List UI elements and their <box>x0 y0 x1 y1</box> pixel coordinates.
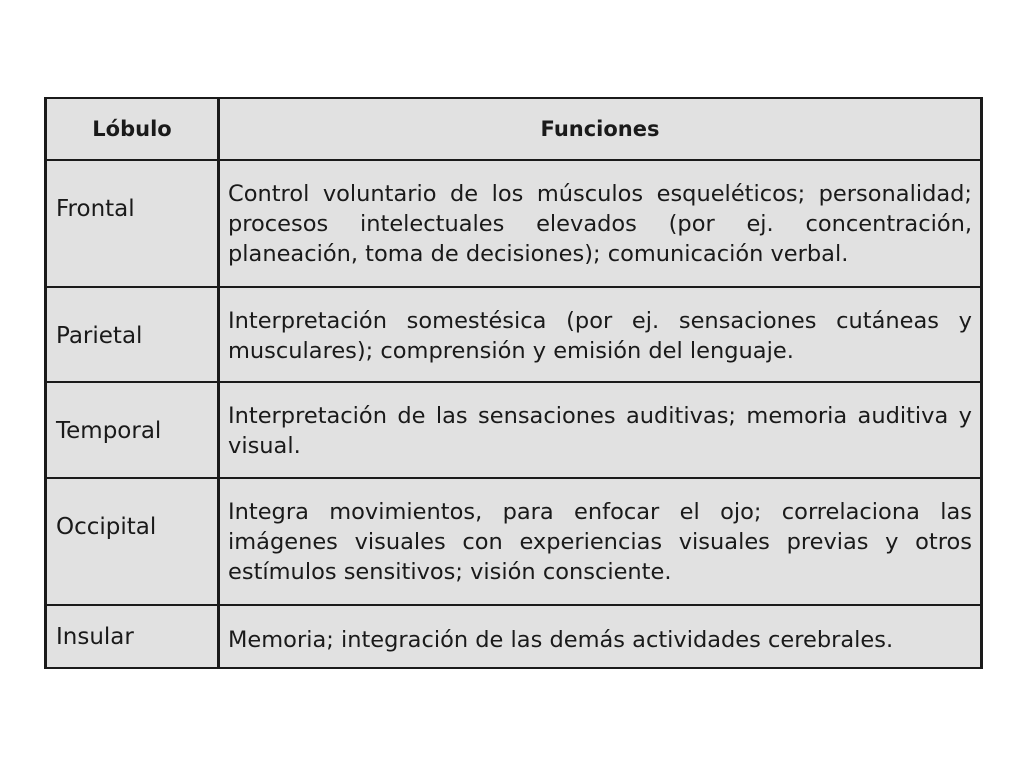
lobe-functions-occipital: Integra movimientos, para enfocar el ojo; correlaciona las imágenes visuales con experiencias visuales previas y otros estímulos sensitivos; visión consciente. <box>219 478 982 605</box>
lobe-name-parietal: Parietal <box>46 287 219 382</box>
header-functions: Funciones <box>219 98 982 160</box>
header-row <box>46 98 982 160</box>
header-lobe: Lóbulo <box>46 98 219 160</box>
lobe-functions-parietal: Interpretación somestésica (por ej. sensaciones cutáneas y musculares); comprensión y emisión del lenguaje. <box>219 287 982 382</box>
lobe-name-occipital: Occipital <box>46 478 219 605</box>
table-row <box>46 382 982 478</box>
table-row <box>46 160 982 287</box>
table-row <box>46 478 982 605</box>
table-row <box>46 287 982 382</box>
lobe-name-insular: Insular <box>46 605 219 668</box>
lobe-functions-temporal: Interpretación de las sensaciones auditivas; memoria auditiva y visual. <box>219 382 982 478</box>
lobe-functions-insular: Memoria; integración de las demás actividades cerebrales. <box>219 605 982 668</box>
lobe-name-temporal: Temporal <box>46 382 219 478</box>
lobe-functions-frontal: Control voluntario de los músculos esqueléticos; personalidad; procesos intelectuales elevados (por ej. concentración, planeación, toma de decisiones); comunicación verbal. <box>219 160 982 287</box>
lobe-name-frontal: Frontal <box>46 160 219 287</box>
table-row <box>46 605 982 668</box>
lobe-functions-table <box>44 97 983 669</box>
